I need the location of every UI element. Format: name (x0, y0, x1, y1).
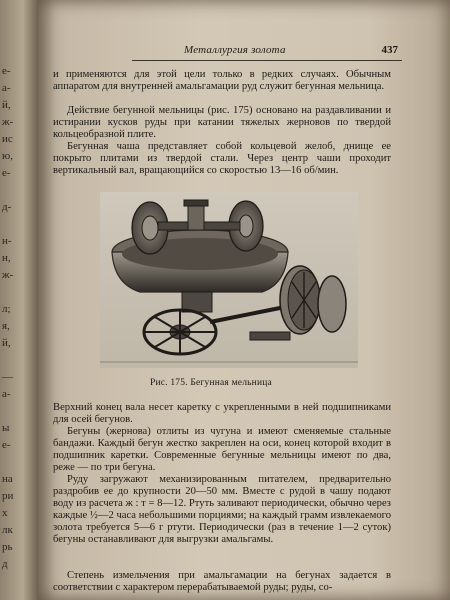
running-title: Металлургия золота (184, 44, 286, 56)
margin-fragment: н- (2, 235, 12, 247)
margin-fragment: л; (2, 303, 11, 315)
previous-page-edge (0, 0, 38, 600)
margin-fragment: лк (2, 524, 13, 536)
margin-fragment: ы (2, 422, 10, 434)
margin-fragment: х (2, 507, 8, 519)
paragraph-bowl: Бегунная чаша представляет собой кольцевой желоб, днище ее покрыто плитами из твердой стали. Через центр чаши проходит вертикальный вал, вращающийся со скоростью 13—16 об/мин. (53, 141, 391, 176)
figure-caption: Рис. 175. Бегунная мельница (150, 378, 272, 388)
margin-fragment: д- (2, 201, 12, 213)
page-header (132, 44, 402, 61)
edge-runner-mill-illustration (100, 192, 358, 368)
paragraph-intro: и применяются для этой цели только в редких случаях. Обычным аппаратом для внутренней амальгамации руд служит бегунная мельница. (53, 69, 391, 92)
margin-fragment: е- (2, 65, 11, 77)
margin-fragment: а- (2, 388, 11, 400)
page-number: 437 (381, 44, 398, 56)
margin-fragment: ю, (2, 150, 13, 162)
margin-fragment: й, (2, 337, 11, 349)
margin-fragment: ж- (2, 116, 14, 128)
margin-fragment: я, (2, 320, 10, 332)
paragraph-runners: Бегуны (жернова) отлиты из чугуна и имеют сменяемые стальные бандажи. Каждый бегун жестко закреплен на оси, конец которой входит в подшипник каретки. Современные бегунные мельницы имеют по два, реже — по три бегуна. (53, 426, 391, 473)
margin-fragment: н, (2, 252, 11, 264)
paragraph-shaft-top: Верхний конец вала несет каретку с укрепленными в ней подшипниками для осей бегунов. (53, 402, 391, 425)
margin-fragment: на (2, 473, 13, 485)
paragraph-grinding-degree: Степень измельчения при амальгамации на бегунах задается в соответствии с характером перерабатываемой руды; руды, со- (53, 570, 391, 593)
margin-fragment: а- (2, 82, 11, 94)
margin-fragment: — (2, 371, 13, 383)
paragraph-ore-loading: Руду загружают механизированным питателем, предварительно раздробив ее до крупности 20—50 мм. Вместе с рудой в чашу подают воду из расчета ж : т = 8—12. Ртуть заливают периодически, обычно через каждые ½—2 часа небольшими порциями; на каждый грамм извлекаемого золота требуется 5—6 г ртути. Периодически (раз в течение 1—2 суток) бегуны останавливают для выгрузки амальгамы. (53, 474, 391, 545)
margin-fragment: ри (2, 490, 14, 502)
margin-fragment: рь (2, 541, 13, 553)
paragraph-mill-action: Действие бегунной мельницы (рис. 175) основано на раздавливании и истирании кусков руды при катании тяжелых жерновов по твердой кольцеобразной плите. (53, 105, 391, 140)
margin-fragment: й, (2, 99, 11, 111)
margin-fragment: д (2, 558, 8, 570)
figure-mill-illustration (100, 192, 358, 368)
margin-fragment: ис (2, 133, 13, 145)
margin-fragment: е- (2, 167, 11, 179)
margin-fragment: ж- (2, 269, 14, 281)
margin-fragment: е- (2, 439, 11, 451)
